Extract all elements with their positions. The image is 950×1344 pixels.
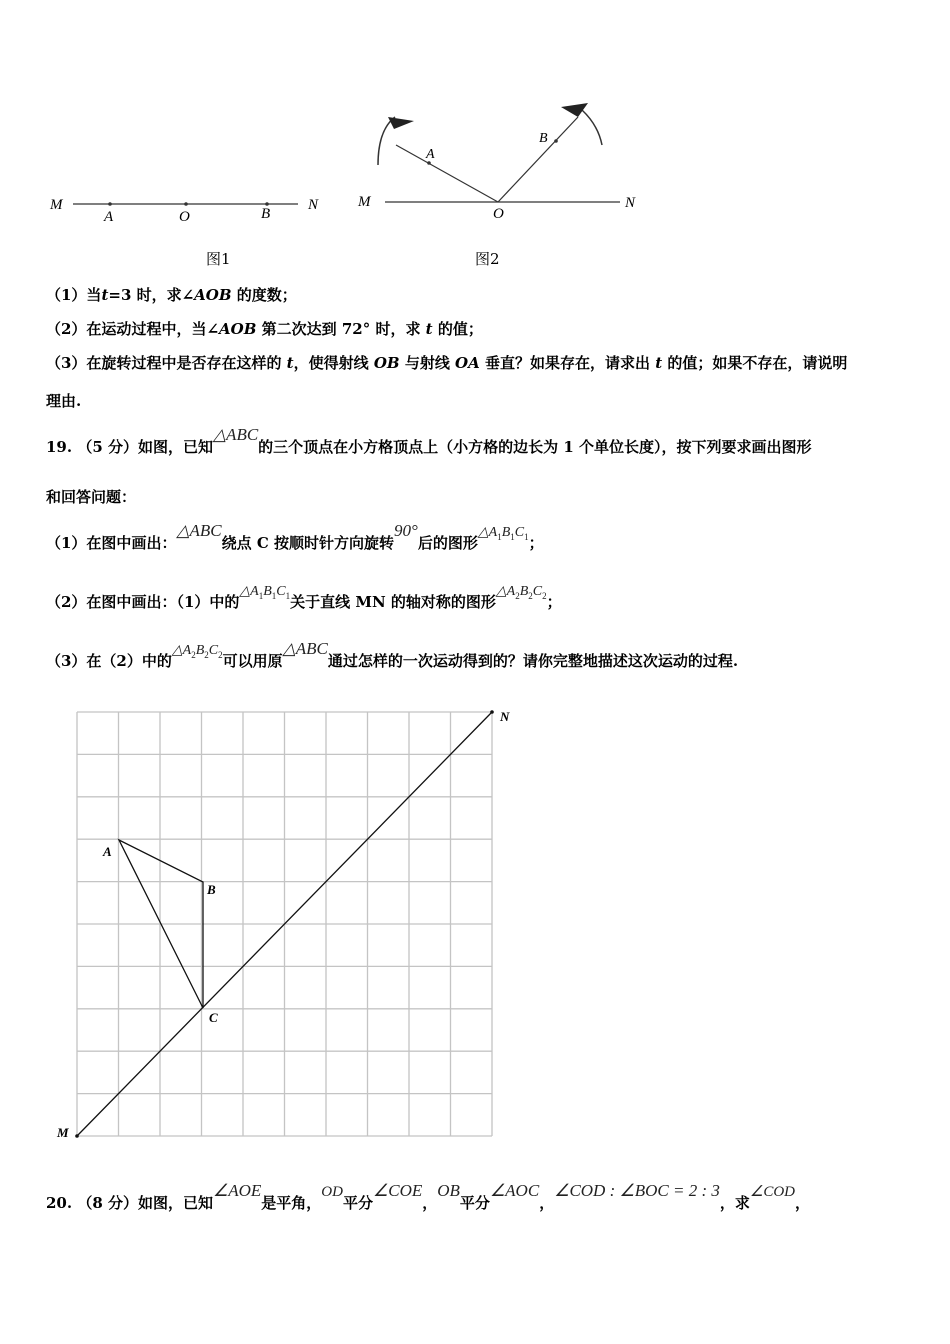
math-angle-cod: ∠COD (749, 1184, 796, 1200)
label-a: A (104, 209, 114, 225)
math-angle-aoc: ∠AOC (489, 1181, 540, 1200)
q19-part-3: （3）在（2）中的$\triangle A_2B_2C_2$可以用原△ABC通过怎样的一次运动得到的？请你完整地描述这次运动的过程. (46, 639, 739, 670)
math-triangle-abc: △ABC (212, 425, 259, 444)
math-od: OD (321, 1184, 343, 1200)
rotation-arrow-b (561, 103, 588, 117)
q19-part-1: （1）在图中画出：△ABC绕点 C 按顺时针方向旋转90°后的图形$\triangle A_1B_1C_1$； (46, 521, 544, 552)
q18-part-3-cont: 理由. (46, 392, 82, 410)
label-a: A (426, 147, 435, 162)
q20-heading: 20. （8 分）如图，已知∠AOE是平角，OD平分∠COE，OB平分∠AOC，∠COD : ∠BOC = 2 : 3，求∠COD， (46, 1181, 811, 1212)
point-a (108, 202, 112, 206)
rotation-arc-b (582, 110, 602, 145)
math-triangle-a1b1c1: $\triangle A_1B_1C_1$ (477, 525, 529, 542)
label-c: C (209, 1010, 218, 1025)
math-triangle-abc: △ABC (282, 639, 328, 658)
label-b: B (539, 131, 548, 146)
label-b: B (261, 206, 271, 222)
q19-heading: 19. （5 分）如图，已知△ABC的三个顶点在小方格顶点上（小方格的边长为 1 个单位长度），按下列要求画出图形 (46, 425, 812, 456)
q18-part-2: （2）在运动过程中，当∠AOB 第二次达到 72° 时，求 t 的值； (46, 320, 483, 338)
grid-figure (50, 700, 530, 1150)
math-ob: OB (437, 1181, 460, 1200)
label-n: N (500, 709, 510, 724)
label-n: N (308, 197, 319, 213)
math-angle-coe: ∠COE (372, 1181, 423, 1200)
point-b (554, 139, 558, 143)
label-m: M (358, 194, 371, 210)
math-triangle-a1b1c1: $\triangle A_1B_1C_1$ (239, 584, 291, 601)
q19-heading-cont: 和回答问题： (46, 488, 137, 506)
math-triangle-a2b2c2: $\triangle A_2B_2C_2$ (171, 643, 223, 660)
figure-1-caption: 图1 (206, 250, 231, 268)
label-m: M (57, 1125, 69, 1140)
math-ratio: ∠COD : ∠BOC = 2 : 3 (554, 1181, 720, 1200)
label-o: O (493, 206, 504, 222)
label-o: O (179, 209, 190, 225)
figure-2-caption: 图2 (475, 250, 500, 268)
math-triangle-a2b2c2: $\triangle A_2B_2C_2$ (495, 584, 547, 601)
q18-part-3: （3）在旋转过程中是否存在这样的 t，使得射线 OB 与射线 OA 垂直？如果存在，请求出 t 的值；如果不存在，请说明 (46, 354, 848, 372)
math-triangle-abc: △ABC (176, 521, 222, 540)
label-b: B (207, 882, 216, 897)
q19-part-2: （2）在图中画出：（1）中的$\triangle A_1B_1C_1$关于直线 MN 的轴对称的图形$\triangle A_2B_2C_2$； (46, 584, 562, 611)
point-m (75, 1134, 79, 1138)
label-a: A (103, 844, 112, 859)
rotation-arrow-a (388, 117, 414, 129)
math-90-degrees: 90° (394, 521, 418, 540)
ray-ob (498, 117, 578, 202)
point-o (184, 202, 188, 206)
ray-oa (396, 145, 498, 202)
label-m: M (50, 197, 63, 213)
figure-2 (350, 95, 650, 225)
label-n: N (625, 195, 636, 211)
point-n (490, 710, 494, 714)
q18-part-1: （1）当t=3 时，求∠AOB 的度数； (46, 286, 297, 304)
math-angle-aoe: ∠AOE (212, 1181, 262, 1200)
figure-1 (40, 185, 340, 235)
